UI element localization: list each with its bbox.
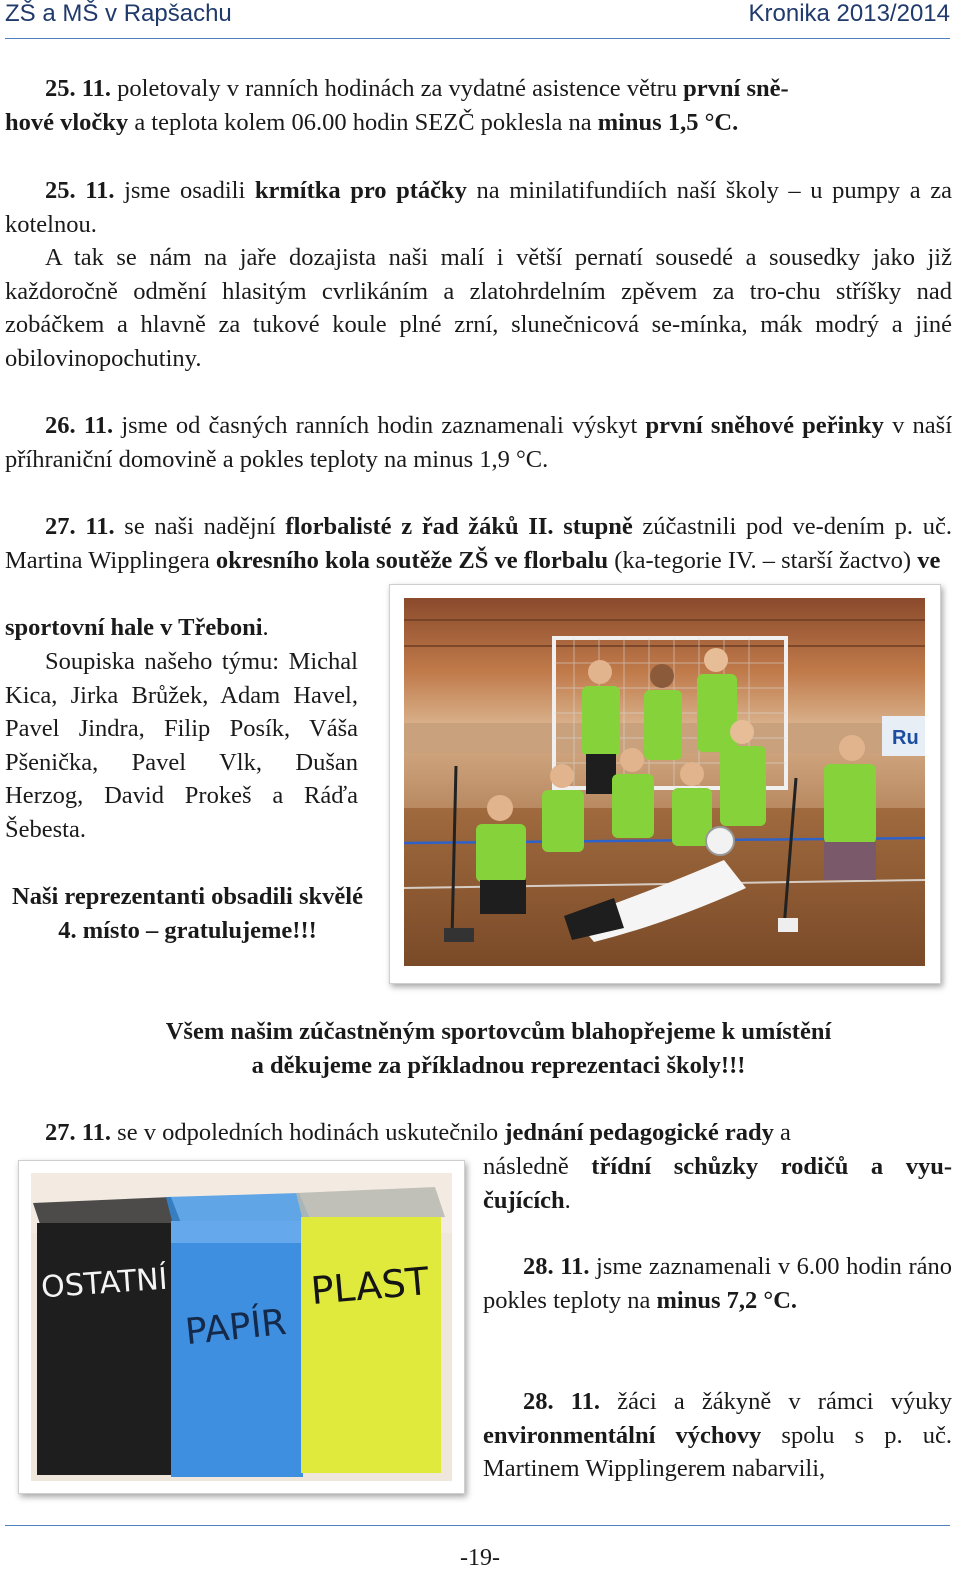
entry-date: 28. 11.	[523, 1388, 601, 1415]
floorball-team-photo	[404, 598, 925, 966]
recycling-bins-photo	[31, 1173, 452, 1481]
entry-floorball-venue: sportovní hale v Třeboni.	[5, 614, 269, 641]
recycling-bins-photo-frame	[18, 1160, 465, 1494]
bin-label-blue: PAPÍR	[183, 1301, 289, 1354]
header-school: ZŠ a MŠ v Rapšachu	[5, 0, 232, 27]
entry-first-snowflakes: 25. 11. poletovaly v ranních hodinách za vydatné asistence větru první sně- hové vločky a teplota kolem 06.00 hodin SEZČ poklesla na minus 1,5 °C.	[5, 75, 789, 136]
entry-bird-feeders-continued: A tak se nám na jaře dozajista naši malí i větší pernatí sousedé a sousedky jako již každoročně odmění hlasitým cvrlikáním a zlatohrdelním zpěvem za tro-chu stříšky nad zobáčkem a hlavně za tukové koule plné zrní, slunečnicová se-mínka, mák modrý a jiné obilovinopochutiny.	[5, 244, 952, 372]
page-header	[0, 0, 960, 40]
congratulations-line-2: a děkujeme za příkladnou reprezentaci školy!!!	[251, 1052, 746, 1079]
entry-temperature-drop: 28. 11. jsme zaznamenali v 6.00 hodin ráno pokles teploty na minus 7,2 °C.	[483, 1253, 952, 1314]
entry-first-snow-cover: 26. 11. jsme od časných ranních hodin zaznamenali výskyt první sněhové peřinky v naší příhraniční domovině a pokles teploty na minus 1,9 °C.	[5, 412, 952, 473]
entry-environmental-education: 28. 11. žáci a žákyně v rámci výuky environmentální výchovy spolu s p. uč. Martinem Wipplingerem nabarvili,	[483, 1388, 953, 1482]
congratulations-line-1: Všem našim zúčastněným sportovcům blahopřejeme k umístění	[165, 1018, 832, 1045]
bin-label-black: OSTATNÍ	[40, 1261, 169, 1306]
entry-floorball: 27. 11. se naši nadějní florbalisté z řad žáků II. stupně zúčastnili pod ve-dením p. uč. Martina Wipplingera okresního kola soutěže ZŠ ve florbalu (ka-tegorie IV. – starší žactvo) ve	[5, 513, 952, 574]
floorball-team-photo-frame	[389, 584, 941, 984]
bin-label-yellow: PLAST	[309, 1258, 431, 1314]
entry-teachers-meeting-continued: následně třídní schůzky rodičů a vyu-čujících.	[483, 1153, 952, 1214]
entry-date: 27. 11.	[45, 1119, 112, 1146]
footer-rule	[5, 1525, 950, 1526]
result-text: Naši reprezentanti obsadili skvělé 4. místo – gratulujeme!!!	[12, 883, 363, 944]
svg-text:Ru: Ru	[892, 727, 919, 749]
entry-date: 25. 11.	[45, 177, 115, 204]
entry-teachers-meeting: 27. 11. se v odpoledních hodinách uskutečnilo jednání pedagogické rady a	[45, 1119, 791, 1146]
team-roster: Soupiska našeho týmu: Michal Kica, Jirka Brůžek, Adam Havel, Pavel Jindra, Filip Posík, Váša Pšenička, Pavel Vlk, Dušan Herzog, David Prokeš a Ráďa Šebesta.	[5, 648, 358, 843]
entry-bird-feeders: 25. 11. jsme osadili krmítka pro ptáčky na minilatifundiích naší školy – u pumpy a za kotelnou.	[5, 177, 952, 238]
header-rule	[5, 38, 950, 39]
header-chronicle: Kronika 2013/2014	[748, 0, 950, 27]
page-number: -19-	[460, 1545, 500, 1571]
entry-date: 28. 11.	[523, 1253, 590, 1280]
entry-date: 25. 11.	[45, 75, 112, 102]
black-bin	[37, 1223, 175, 1475]
yellow-bin	[301, 1217, 441, 1473]
entry-date: 26. 11.	[45, 412, 114, 439]
entry-date: 27. 11.	[45, 513, 115, 540]
